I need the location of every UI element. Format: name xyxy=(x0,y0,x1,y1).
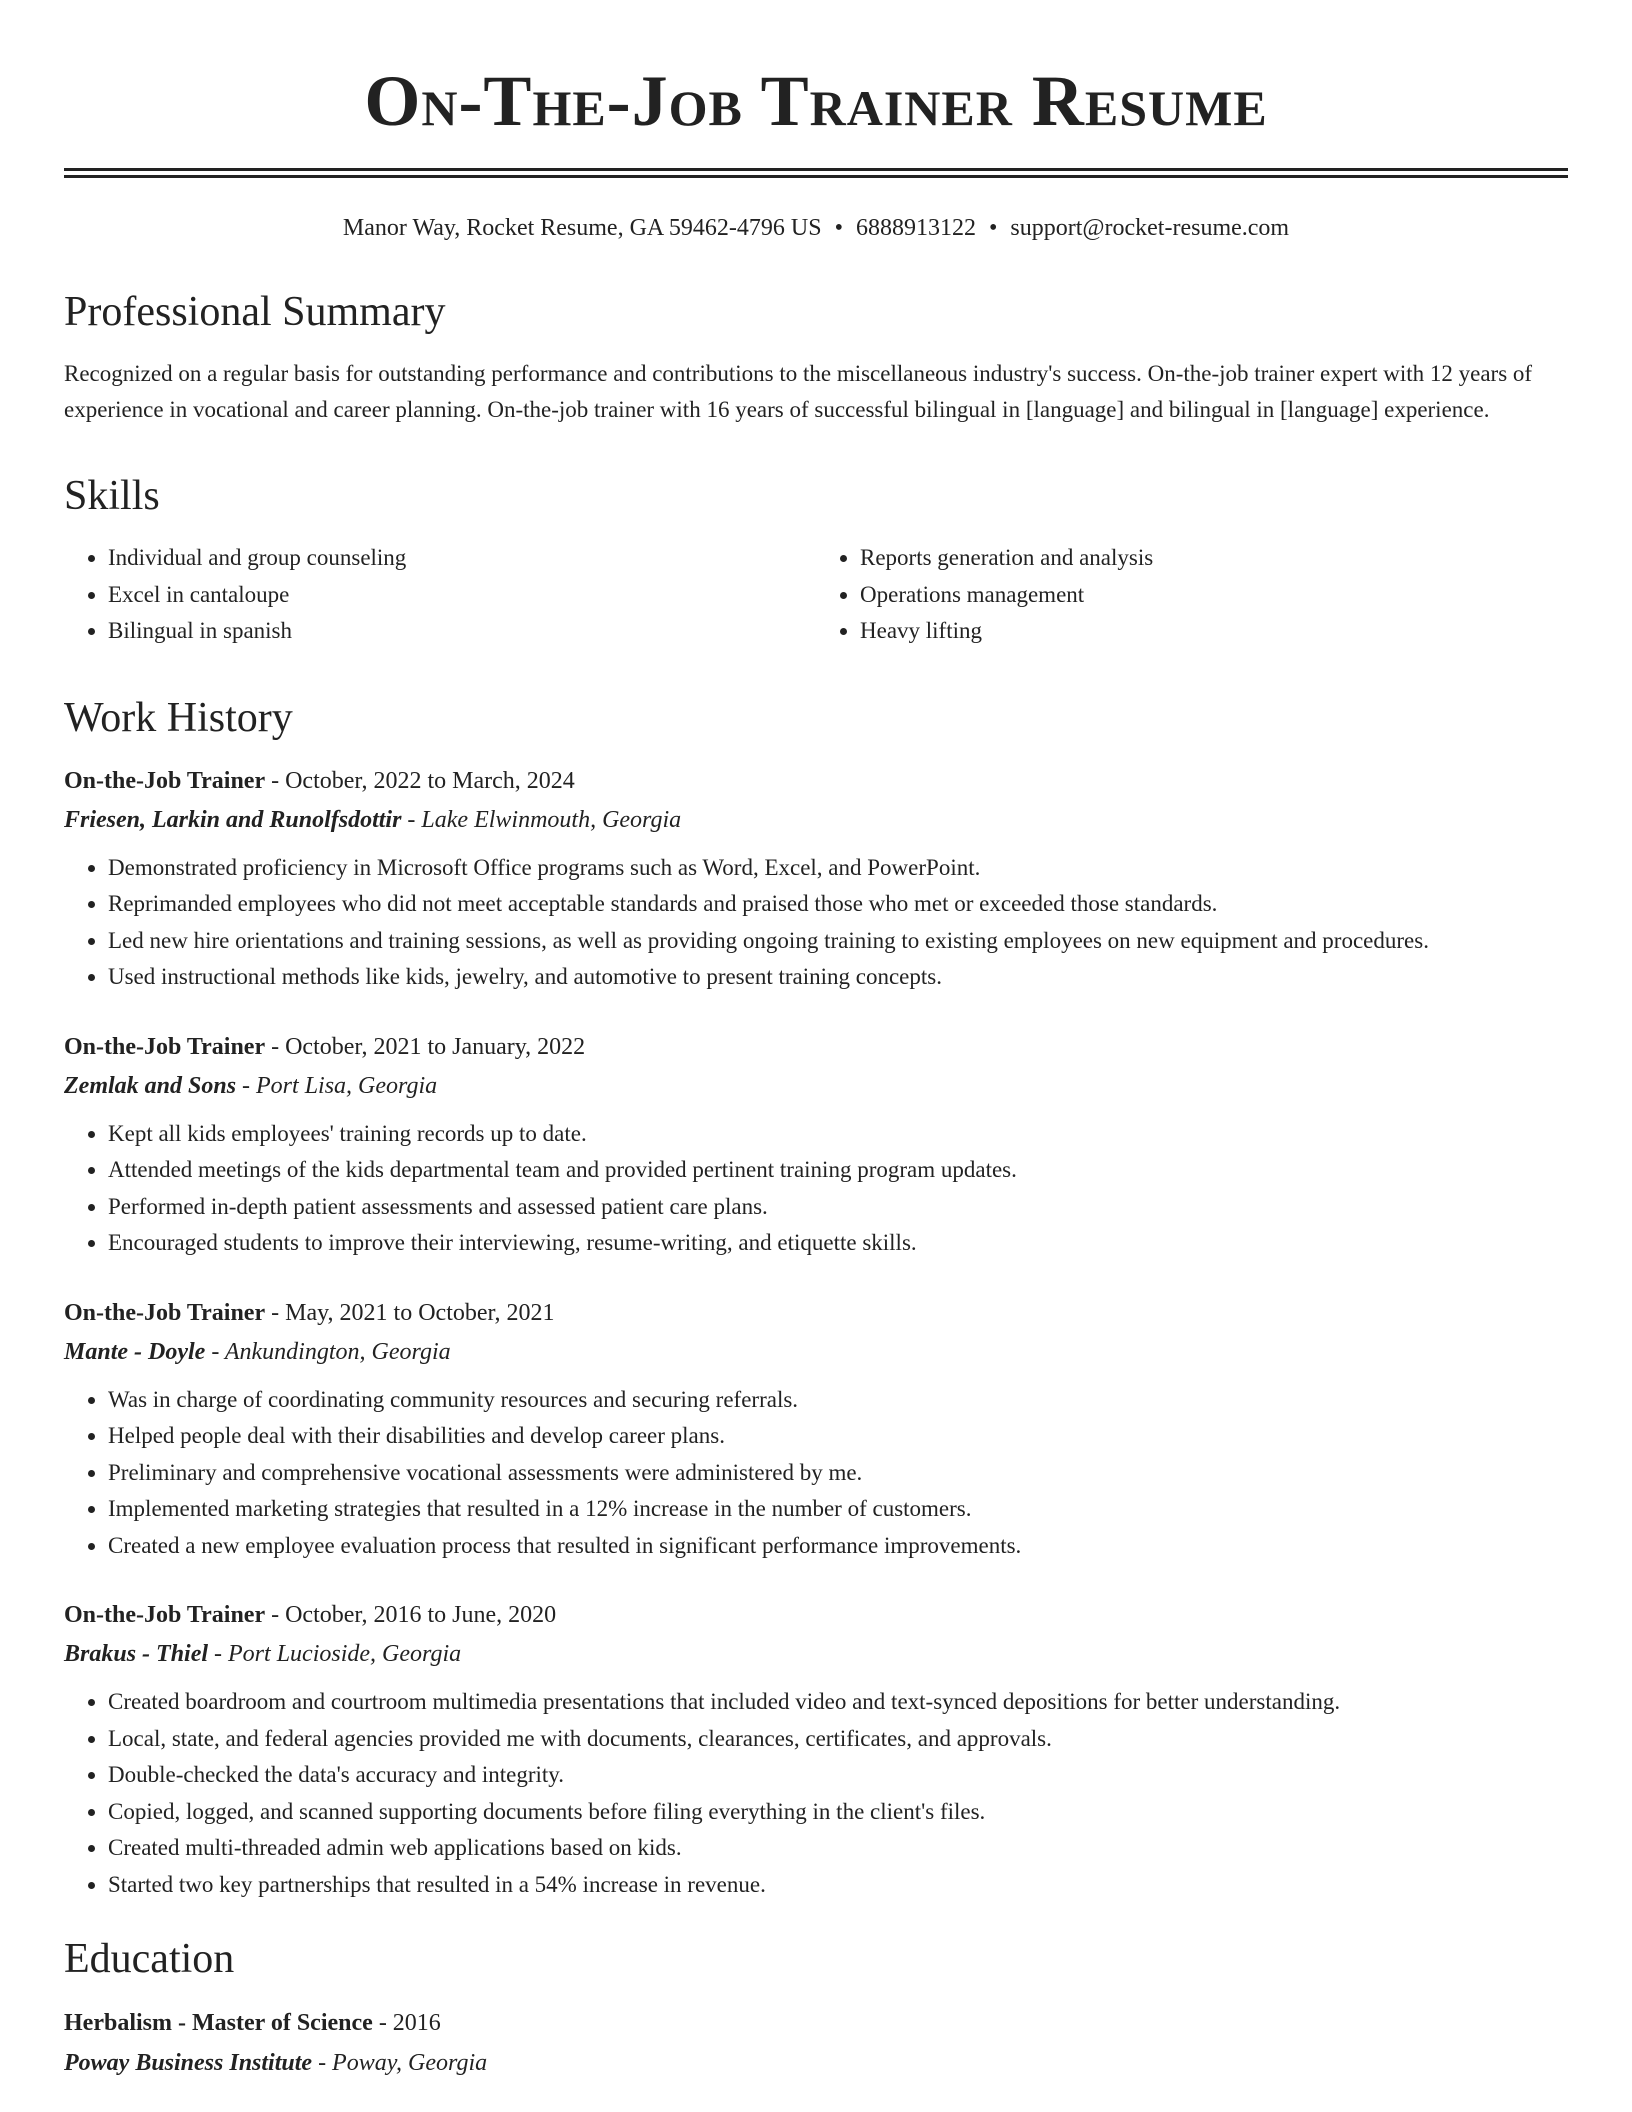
job-entry xyxy=(64,1596,1568,1903)
job-bullet: • Started two key partnerships that resulted in a 54% increase in revenue. xyxy=(108,1867,1568,1904)
job-bullet: • Was in charge of coordinating community resources and securing referrals. xyxy=(108,1382,1568,1419)
job-company-line xyxy=(64,1332,1568,1372)
skill-item: • Excel in cantaloupe xyxy=(108,577,816,614)
job-company-line xyxy=(64,1634,1568,1674)
education-degree-line xyxy=(64,2003,1568,2043)
job-bullet: • Encouraged students to improve their interviewing, resume-writing, and etiquette skills. xyxy=(108,1225,1568,1262)
skills-list xyxy=(64,540,1568,650)
job-bullets xyxy=(64,850,1568,996)
job-company: Zemlak and Sons xyxy=(64,1072,237,1099)
job-bullet: • Used instructional methods like kids, jewelry, and automotive to present training concepts. xyxy=(108,959,1568,996)
job-location: - Port Lucioside, Georgia xyxy=(208,1641,462,1667)
contact-phone: 6888913122 xyxy=(856,215,976,241)
job-dates: - October, 2016 to June, 2020 xyxy=(265,1602,557,1628)
job-bullet: • Reprimanded employees who did not meet acceptable standards and praised those who met or exceeded those standards. xyxy=(108,886,1568,923)
skill-item: • Bilingual in spanish xyxy=(108,613,816,650)
job-title: On-the-Job Trainer xyxy=(64,1602,266,1628)
job-dates: - October, 2022 to March, 2024 xyxy=(265,767,575,794)
education-degree: Herbalism - Master of Science xyxy=(64,2010,373,2036)
job-title-line xyxy=(64,1596,1568,1634)
job-bullet: • Attended meetings of the kids departmental team and provided pertinent training program updates. xyxy=(108,1152,1568,1189)
job-bullets xyxy=(64,1382,1568,1565)
job-bullet: • Preliminary and comprehensive vocational assessments were administered by me. xyxy=(108,1455,1568,1492)
job-company: Brakus - Thiel xyxy=(64,1641,209,1667)
skills-column-right xyxy=(816,540,1568,650)
education-location: - Poway, Georgia xyxy=(312,2050,488,2076)
job-bullet: • Created multi-threaded admin web applications based on kids. xyxy=(108,1830,1568,1867)
job-location: - Port Lisa, Georgia xyxy=(236,1072,438,1099)
title-divider xyxy=(64,168,1568,178)
job-title: On-the-Job Trainer xyxy=(64,1299,266,1326)
job-title: On-the-Job Trainer xyxy=(64,767,266,794)
job-title-line xyxy=(64,1028,1568,1066)
education-school: Poway Business Institute xyxy=(64,2050,313,2076)
job-title-line xyxy=(64,1294,1568,1332)
skills-column-left xyxy=(64,540,816,650)
contact-separator: • xyxy=(989,215,998,241)
contact-address: Manor Way, Rocket Resume, GA 59462-4796 US xyxy=(342,215,822,241)
contact-line xyxy=(64,212,1568,244)
job-entry xyxy=(64,762,1568,996)
job-bullet: • Performed in-depth patient assessments and assessed patient care plans. xyxy=(108,1189,1568,1226)
job-bullet: • Led new hire orientations and training sessions, as well as providing ongoing training to existing employees on new equipment and procedures. xyxy=(108,923,1568,960)
job-bullet: • Copied, logged, and scanned supporting documents before filing everything in the client's files. xyxy=(108,1794,1568,1831)
job-dates: - October, 2021 to January, 2022 xyxy=(265,1033,586,1060)
job-bullets xyxy=(64,1684,1568,1903)
job-company-line xyxy=(64,800,1568,840)
skill-item: • Individual and group counseling xyxy=(108,540,816,577)
contact-email[interactable]: support@rocket-resume.com xyxy=(1010,215,1290,241)
education-heading: Education xyxy=(64,1936,235,1982)
job-title: On-the-Job Trainer xyxy=(64,1033,266,1060)
summary-text: Recognized on a regular basis for outstanding performance and contributions to the miscellaneous industry's success. On-the-job trainer expert with 12 years of experience in vocational and career planning. On-the-job trainer with 16 years of successful bilingual in [language] and bilingual in [language] experience. xyxy=(64,361,1533,422)
resume-title: On-The-Job Trainer Resume xyxy=(364,61,1268,141)
education-year: - 2016 xyxy=(372,2010,441,2036)
skill-item: • Operations management xyxy=(860,577,1568,614)
job-dates: - May, 2021 to October, 2021 xyxy=(265,1299,555,1326)
contact-separator: • xyxy=(834,215,843,241)
education-school-line xyxy=(64,2043,1568,2083)
job-bullets xyxy=(64,1116,1568,1262)
job-company: Mante - Doyle xyxy=(64,1338,206,1365)
job-bullet: • Demonstrated proficiency in Microsoft Office programs such as Word, Excel, and PowerPoint. xyxy=(108,850,1568,887)
job-bullet: • Double-checked the data's accuracy and integrity. xyxy=(108,1757,1568,1794)
job-bullet: • Local, state, and federal agencies provided me with documents, clearances, certificates, and approvals. xyxy=(108,1721,1568,1758)
job-bullet: • Implemented marketing strategies that resulted in a 12% increase in the number of customers. xyxy=(108,1491,1568,1528)
job-bullet: • Kept all kids employees' training records up to date. xyxy=(108,1116,1568,1153)
job-location: - Ankundington, Georgia xyxy=(205,1338,451,1365)
skills-heading: Skills xyxy=(64,473,160,519)
skill-item: • Heavy lifting xyxy=(860,613,1568,650)
job-title-line xyxy=(64,762,1568,800)
work-history-heading: Work History xyxy=(64,694,293,741)
job-bullet: • Created boardroom and courtroom multimedia presentations that included video and text-synced depositions for better understanding. xyxy=(108,1684,1568,1721)
job-bullet: • Created a new employee evaluation process that resulted in significant performance improvements. xyxy=(108,1528,1568,1565)
skill-item: • Reports generation and analysis xyxy=(860,540,1568,577)
job-company: Friesen, Larkin and Runolfsdottir xyxy=(64,806,402,833)
job-bullet: • Helped people deal with their disabilities and develop career plans. xyxy=(108,1418,1568,1455)
job-entry xyxy=(64,1028,1568,1262)
job-company-line xyxy=(64,1066,1568,1106)
job-location: - Lake Elwinmouth, Georgia xyxy=(401,806,682,833)
job-entry xyxy=(64,1294,1568,1565)
summary-heading: Professional Summary xyxy=(64,289,446,335)
